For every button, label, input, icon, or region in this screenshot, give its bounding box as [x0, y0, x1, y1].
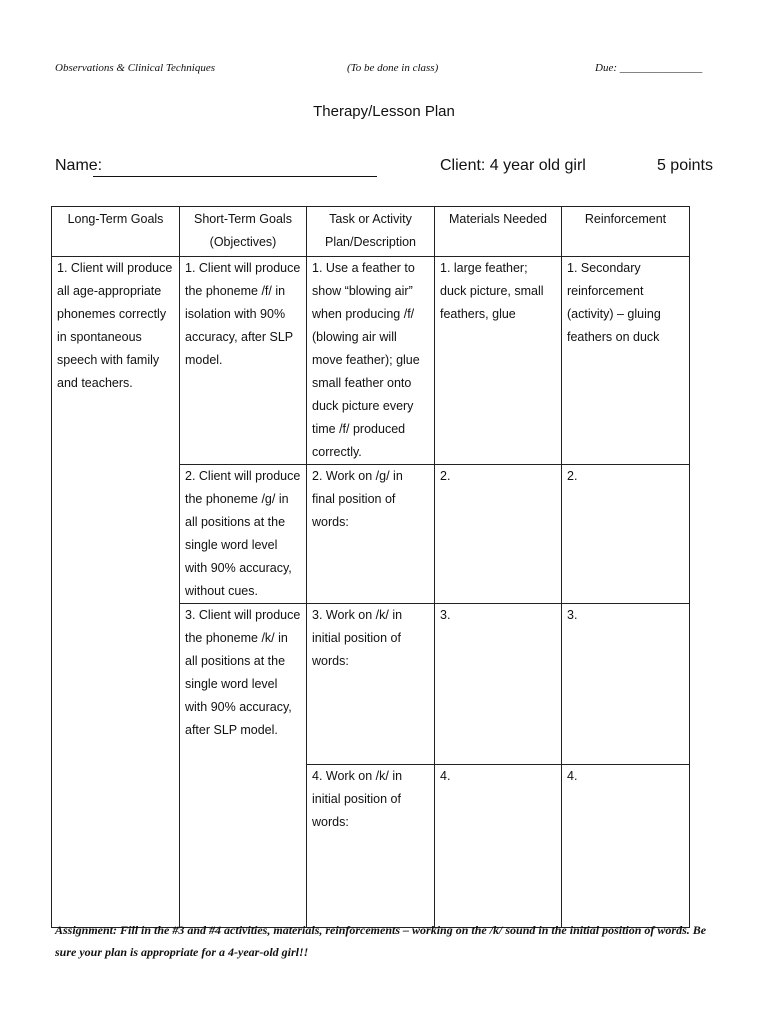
- due-date-field: Due: _______________: [595, 62, 703, 74]
- name-blank-line: [93, 176, 377, 177]
- materials-cell: 2.: [435, 465, 562, 604]
- task-cell: 1. Use a feather to show “blowing air” when producing /f/ (blowing air will move feather); glue small feather onto duck picture every time /f/ produced correctly.: [307, 257, 435, 465]
- short-term-goal-cell: 3. Client will produce the phoneme /k/ in all positions at the single word level with 90% accuracy, after SLP model.: [180, 604, 307, 928]
- info-row: [55, 157, 713, 179]
- reinforcement-cell: 1. Secondary reinforcement (activity) – gluing feathers on duck: [562, 257, 690, 465]
- task-cell: 4. Work on /k/ in initial position of words:: [307, 765, 435, 928]
- materials-cell: 4.: [435, 765, 562, 928]
- short-term-goal-cell: 1. Client will produce the phoneme /f/ in isolation with 90% accuracy, after SLP model.: [180, 257, 307, 465]
- column-header-long-term-goals: Long-Term Goals: [52, 207, 180, 257]
- column-header-materials: Materials Needed: [435, 207, 562, 257]
- page-title: Therapy/Lesson Plan: [313, 103, 455, 120]
- lesson-plan-table: [51, 206, 690, 928]
- task-cell: 3. Work on /k/ in initial position of words:: [307, 604, 435, 765]
- short-term-goal-cell: 2. Client will produce the phoneme /g/ in all positions at the single word level with 90% accuracy, without cues.: [180, 465, 307, 604]
- table-header-row: [52, 207, 690, 257]
- materials-cell: 3.: [435, 604, 562, 765]
- reinforcement-cell: 2.: [562, 465, 690, 604]
- client-label: Client: 4 year old girl: [440, 157, 586, 174]
- class-note: (To be done in class): [347, 62, 439, 74]
- column-header-short-term-goals: Short-Term Goals (Objectives): [180, 207, 307, 257]
- materials-cell: 1. large feather; duck picture, small feathers, glue: [435, 257, 562, 465]
- column-header-task-activity: Task or Activity Plan/Description: [307, 207, 435, 257]
- page-header: [55, 62, 715, 78]
- reinforcement-cell: 3.: [562, 604, 690, 765]
- name-label: Name:: [55, 157, 103, 174]
- table-row: [52, 257, 690, 465]
- assignment-instructions: Assignment: Fill in the #3 and #4 activities, materials, reinforcements – working on the /k/ sound in the initial position of words. Be sure your plan is appropriate for a 4-year-old girl!!: [55, 923, 707, 959]
- long-term-goal-cell: 1. Client will produce all age-appropriate phonemes correctly in spontaneous speech with family and teachers.: [52, 257, 180, 928]
- points-label: 5 points: [656, 157, 713, 174]
- column-header-reinforcement: Reinforcement: [562, 207, 690, 257]
- reinforcement-cell: 4.: [562, 765, 690, 928]
- course-title: Observations & Clinical Techniques: [55, 62, 216, 74]
- task-cell: 2. Work on /g/ in final position of words:: [307, 465, 435, 604]
